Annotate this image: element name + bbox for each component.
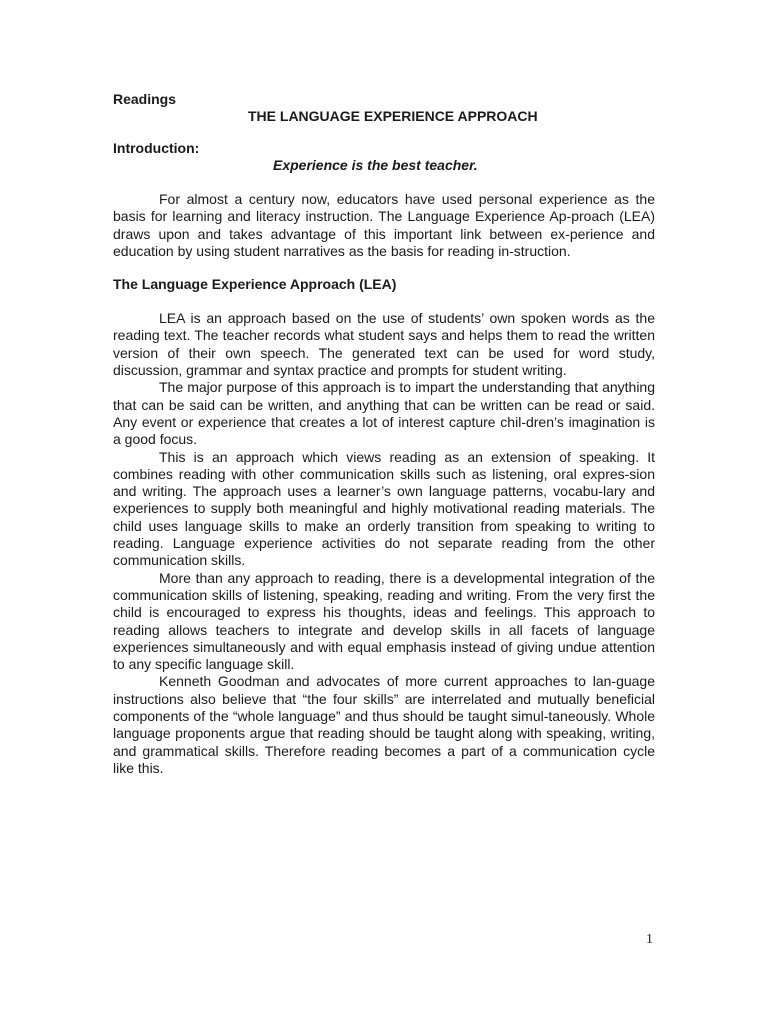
epigraph: Experience is the best teacher. (273, 157, 478, 173)
body-paragraph: More than any approach to reading, there is a developmental integration of the communication skills of listening, speaking, reading and writing. From the very first the child is encouraged to express his thoughts, ideas and feelings. This approach to reading allows teachers to integrate and develop skills in all facets of language experiences simultaneously and with equal emphasis instead of giving undue attention to any specific language skill. (113, 569, 655, 673)
intro-heading: Introduction: (113, 140, 200, 156)
intro-paragraph: For almost a century now, educators have used personal experience as the basis for learning and literacy instruction. The Language Experience Ap-proach (LEA) draws upon and takes advantage of this important link between ex-perience and education by using student narratives as the basis for reading in-struction. (113, 191, 655, 259)
body-paragraph: LEA is an approach based on the use of students’ own spoken words as the reading text. The teacher records what student says and helps them to read the written version of their own speech. The generated text can be used for word study, discussion, grammar and syntax practice and prompts for student writing. (113, 310, 655, 379)
body-paragraph: This is an approach which views reading as an extension of speaking. It combines reading with other communication skills such as listening, oral expres-sion and writing. The approach uses a learner’s own language patterns, vocabu-lary and experiences to supply both meaningful and highly motivational reading materials. The child uses language skills to make an orderly transition from speaking to writing to reading. Language experience activities do not separate reading from the other communication skills. (113, 448, 655, 569)
page-content (113, 91, 655, 777)
body-paragraph: Kenneth Goodman and advocates of more current approaches to lan-guage instructions also believe that “the four skills” are interrelated and mutually beneficial components of the “whole language” and thus should be taught simul-taneously. Whole language proponents argue that reading should be taught along with speaking, writing, and grammatical skills. Therefore reading becomes a part of a communication cycle like this. (113, 673, 655, 776)
section-heading: The Language Experience Approach (LEA) (113, 276, 397, 293)
section-label: Readings (113, 91, 177, 107)
body-paragraph: The major purpose of this approach is to impart the understanding that anything that can be said can be written, and anything that can be written can be read or said. Any event or experience that creates a lot of interest capture chil-dren’s imagination is a good focus. (113, 379, 655, 448)
page-title: THE LANGUAGE EXPERIENCE APPROACH (248, 108, 538, 124)
page-number: 1 (646, 932, 653, 947)
